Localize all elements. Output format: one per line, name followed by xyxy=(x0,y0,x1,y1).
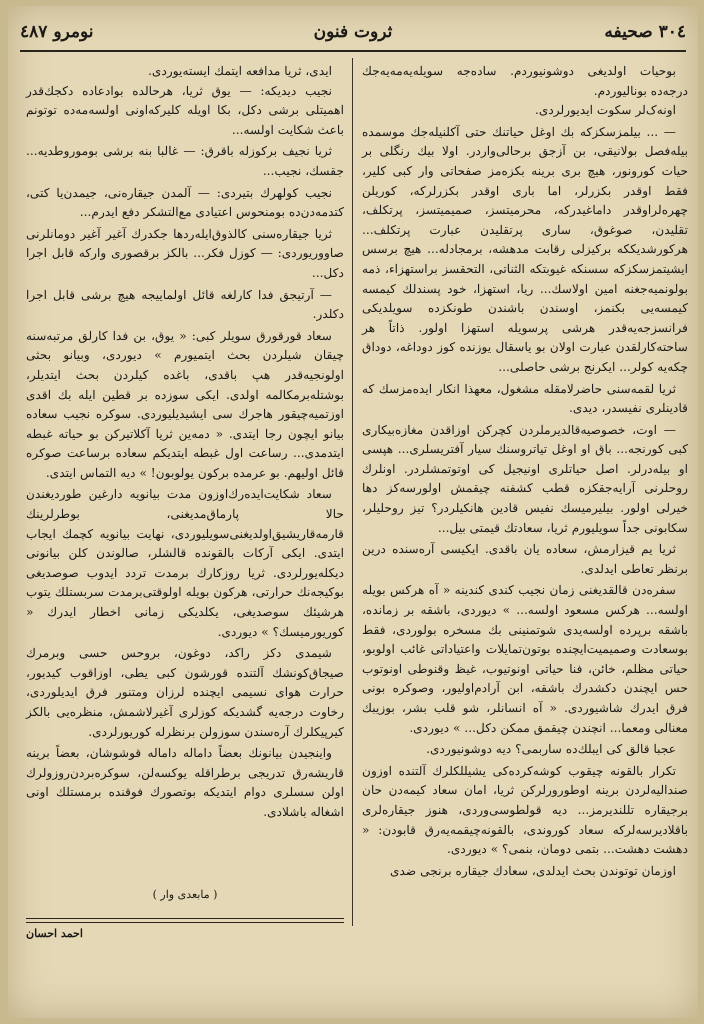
signature-divider xyxy=(26,918,344,919)
paragraph: — اوت، خصوصیه‌قالدیرملردن کچرکن اوزاقدن مغازه‌بیکاری کبی کورنجه... باق او اوغل تیاتروسنك سیار آفتریسلری... هپسی او بیله‌درلر. اصل حیاتلری اونیجیل کی اوتوتمشلردر. اونلرك روحلرنی آرایه‌جقکزه قطب کشفنه چیقمش اولورسه‌کز دها خیرلی اولور. بیلیرمیسك نفیس قادین هانکیلردر؟ تیز روحلیلر، سکابونی جداً سویلیورم ثریا، سعادتك قیمتی بیل... xyxy=(362,422,688,535)
paragraph: ثریا جیقاره‌سنی کالذوق‌ایله‌ردها جکدرك آغیر آغیر دومانلرنی صاووریوردی: — کوزل فکر... بالکز برقصوری وارکه قابل اجرا دکل... xyxy=(26,226,344,280)
paragraph: ثریا نجیف برکوزله باقرق: — غالبا بنه برشی بوموروطدیه... جقسك، نجیب... xyxy=(26,144,344,178)
paragraph: سعاد قورقورق سویلر کبی: « یوق، بن فدا کارلق مرتبه‌سنه چیقان شیلردن بحث ایتمیورم » دیوردی، وبیانو بحثی اولونجیه‌قدر هپ باقدی، باغده کیلردن بحث ایتدیلر، بوشتله‌برمکالمه اولدی. ایکی سوزده بر قطین ایله بك اقدی اوزتمیه‌چیقور هاجرك سی ایشیدیلیوردی. سوکره نجیب سعاده بیانو ایچون رجا ایتدی. « دمه‌ین ثریا آکلاتیرکن بو حیاته غبطه ایتدمدی... رساعت اول غبطه ایتدیکم سعاده برساعت صوکره قائل اولیهم. بو عرمده برکون یولوبون! » دیه التماس ایتدی. xyxy=(26,328,344,480)
page-header xyxy=(20,18,686,48)
paragraph: — ... بیلمزسکزکه بك اوغل حیاتنك حتی آکلنیله‌جك موسمده بیله‌فصل بولانیقی، بن آزجق برحالی‌واردر. اولا بیك رنگلی بر حیات کورونور، هیچ بری برینه بکزه‌مز صفحاتی وار کبی کلیر، فقط اوقدر بکزرلر، اما باری اوقدر بکزرلرکه، کوریلن چهره‌لراوقدر داماغیدرکه، محرمیتسز، صمیمیتسز، پرتکلف، تقلیدن، صوغوق، ساری پرتقلیدن عبارت پرتکلف... هرکورشدیککه برکیزلی رقابت مدهشه، برمجادله... هیچ برسس ایشیتمزسکز‌که سسنکه غیوبتکه الثناتی، التحقسز براستهزاء، ذمه بولونمیه‌جغنه امین اولاسك... ریا، استهزا، خود پسندلك کیمسه کیمسه‌یی بکنمز، اوسندن باشندن طونکزده سویلدیکی فرانسزجه‌یه‌قدر هرشی پرسویله استهزا اولور. ذاتاً هر ساحته‌کارلقدن عبارت اولان بو یاسقال یوزنده کوز دوداغه، دوداق چکه‌یه کولر... ایکرنج برشی حاصلی... xyxy=(362,124,688,374)
paragraph: ثریا لقمه‌سنی حاضرلامقله مشغول، معهذا انکار ایده‌مزسك که قادینلری نفیسدر، دیدی. xyxy=(362,381,688,416)
paragraph: ایدی، ثریا مدافعه ایتمك ایسته‌یوردی. xyxy=(148,64,332,78)
paragraph: عجبا قالق کی ایبلك‌ده ساربمی؟ دیه دوشونیوردی. xyxy=(426,742,676,757)
journal-page xyxy=(8,6,698,1018)
paragraph: اوزمان توتوندن بحث ایدلدی، سعادك جیقاره برنجی ضدی xyxy=(389,863,676,878)
paragraph: واینجیدن بیانونك بعضاً داماله داماله قوشوشان، بعضاً برینه قاریشه‌رق تدریجی برطراقله یوکسه‌لن، سوکره‌بردن‌روزولرك اولن سسلری دوام ایتدیکه بوتصورك فوقنده برمستلك اونی اشغاله باشلادی. xyxy=(26,746,344,819)
journal-title: ثروت فنون xyxy=(313,22,393,42)
paragraph: ثریا یم قیزارمش، سعاده یان باقدی. ایکیسی آره‌سنده درین برنظر تعاطی ایدلدی. xyxy=(362,542,688,576)
author-signature: احمد احسان xyxy=(26,927,83,940)
paragraph: اونه‌ک‌لر سکوت ایدیورلردی. xyxy=(534,103,676,118)
paragraph: سعاد شکایت‌ایده‌رك‌اوزون مدت بیانویه دارغین طوردیغندن حالا پارماق‌مدیغنی، بوطرلرینك قارمه‌قاریشیق‌اولدیغنی‌سویلیوردی، نهایت بیانویه کچمك ایجاب ایتدی. ایکی آرکات بالقونده قالشلر، صالوندن کلن بیانونی دیکله‌یورلردی. ثریا روزکارك برمدت تردد ایدوب صوصدیغی بوکیجه‌نك حرارتی، هرکون بویله اولوقتی‌برمدت سربستلك یتوب هرشیئك سوصدیغی، یکلدیکی زمانی اخطار ایدرك « کوریورمیسك؟ » دیوردی. xyxy=(26,487,344,639)
header-divider xyxy=(20,50,686,52)
continued-note: ( مابعدی وار ) xyxy=(152,888,218,901)
paragraph: سفره‌دن قالقدیغنی زمان نجیب کندی کندینه « آه هرکس بویله اولسه... هرکس مسعود اولسه... » دیوردی، باشقه بر زمانده، باشقه برپرده اولسه‌یدی شوتمنینی بك مسخره بولوردی، فقط بوسعادت وصمیمیت‌ایچنده بوتون‌تمایلات واعتیاداتی غائب اولوبو، حیاتی مظلم، خائن، فنا حیاتی اونوتیوب، غیظ وقنوطی اونوتوب حس ایچندن دکشدرك باشقه، ابن آرادم‌اولیور، وصوکره بونی فرق ایدرك شاشیوردی. « آه انسانلر، شو قلب بشر، بوزیبك معنالی ومعما... انچندن چیقمق ممکن دکل... » دیوردی. xyxy=(362,583,688,735)
paragraph: بوحیات اولدیغی دوشونیوردم. ساده‌جه سویله‌یه‌مه‌یه‌جك درجه‌ده بونالیوردم. xyxy=(362,64,688,98)
paragraph: — آرتیجق فدا کارلغه قائل اولماییجه هیچ برشی قابل اجرا دکلدر. xyxy=(26,287,344,322)
right-text-column xyxy=(362,62,688,883)
paragraph: نجیب کولهرك بتیردی: — آلمدن جیقاره‌نی، جیمدن‌یا کتی، کتدمه‌دن‌ده بومنحوس اعتیادی مع‌التشکر دفع ایدرم... xyxy=(26,185,344,220)
paragraph: نجیب دیدیکه: — یوق ثریا، هرحالده بوادعاده دکجك‌قدر اهمیتلی برشی دکل، بکا اویله کلیرکه‌اونی اولسه‌مه‌ده توتونم باعث شکایت اولسه... xyxy=(26,83,344,137)
column-divider xyxy=(352,58,353,926)
left-text-column xyxy=(26,62,344,825)
page-number-label: ٣٠٤ صحیفه xyxy=(604,22,686,42)
paragraph: شیمدی دکز راکد، دوغون، بروحس حسی وبرمرك صیجاق‌کونشك آلتنده قورشون کبی یطی، اوزاقوب کیدیور، حرارت هوای نسیمی ایچنده لرزان ومتنور فرق ایدیلوردی، رخاوت درجه‌یه گشدیکه کوزلری آغیرلاشمش، منظره‌یی بالکز کیرپیکلرك آره‌سندن سوزولن برنظرله کوریورلردی. xyxy=(26,646,344,739)
issue-number-label: نومرو ٤٨٧ xyxy=(20,22,94,42)
signature-divider xyxy=(26,922,344,923)
paragraph: تکرار بالقونه چیقوب کوشه‌کرده‌کی یشیللکلرك آلتنده اوزون صندالیه‌لردن برینه اوطورورلرکن ثریا، امان سعاد کیمه‌دن حان برجیقاره تللندیرمز... دیه قولطوسی‌وردی، هنوز جیقاره‌لری باقلادیرسه‌لرکه سعاد کوروندی، بالقونه‌چیقمه‌یه‌رق قابودن: « دهشت دهشت... بتمی دومان، بنمی؟ » دیوردی. xyxy=(362,763,688,857)
